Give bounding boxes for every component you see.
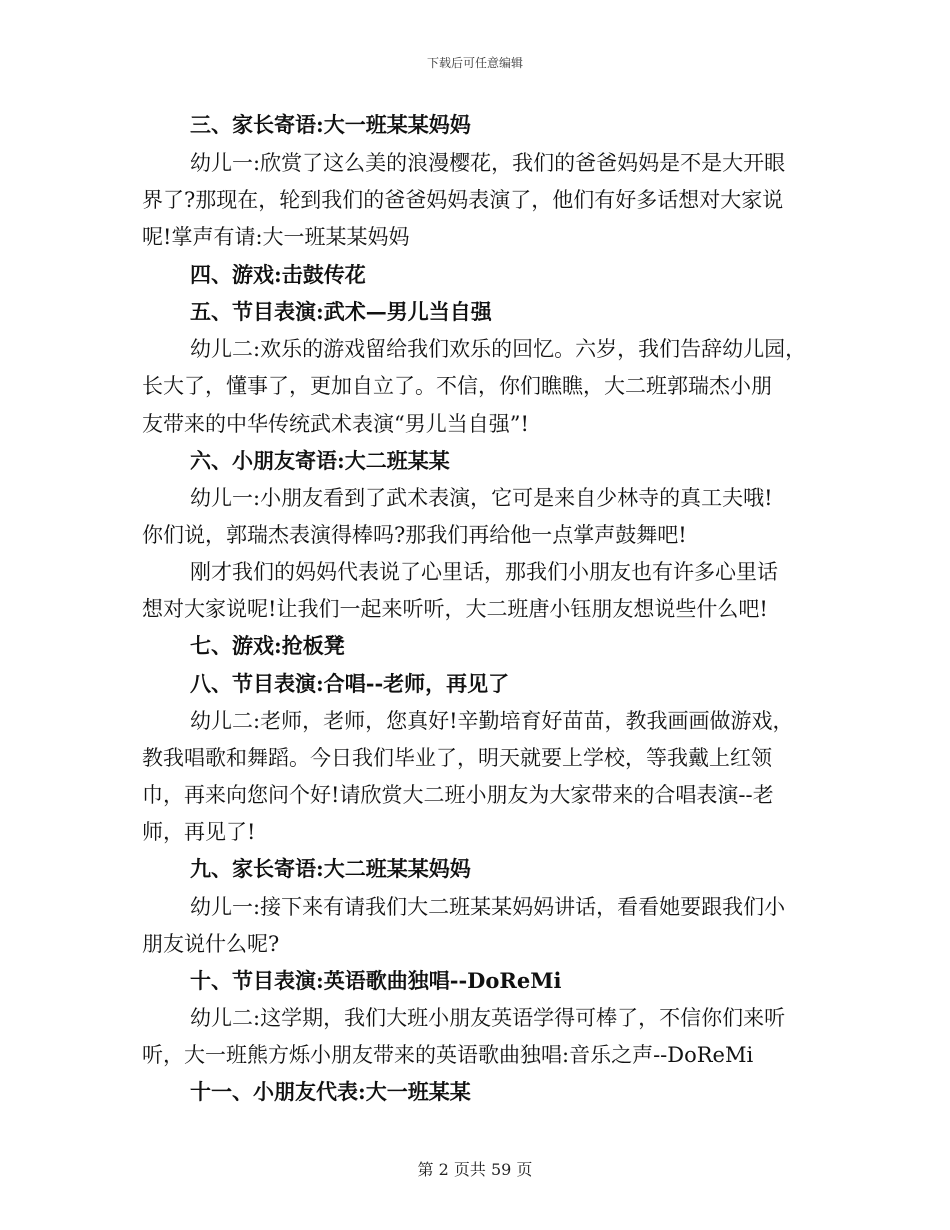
paragraph-line: 幼儿一:小朋友看到了武术表演，它可是来自少林寺的真工夫哦! [190,486,773,510]
section-heading: 五、节目表演:武术—男儿当自强 [190,299,492,324]
paragraph-line: 长大了，懂事了，更加自立了。不信，你们瞧瞧，大二班郭瑞杰小朋 [142,374,772,398]
paragraph-line: 幼儿一:欣赏了这么美的浪漫樱花，我们的爸爸妈妈是不是大开眼 [190,151,786,175]
section-heading: 七、游戏:抢板凳 [190,633,345,658]
paragraph-line: 刚才我们的妈妈代表说了心里话，那我们小朋友也有许多心里话 [190,560,778,584]
paragraph-line: 巾，再来向您问个好!请欣赏大二班小朋友为大家带来的合唱表演--老 [142,783,774,807]
paragraph-line: 友带来的中华传统武术表演“男儿当自强”! [142,412,529,436]
section-heading: 六、小朋友寄语:大二班某某 [190,448,450,473]
paragraph-line: 幼儿二:这学期，我们大班小朋友英语学得可棒了，不信你们来听 [190,1006,786,1030]
section-heading: 三、家长寄语:大一班某某妈妈 [190,112,471,137]
section-heading: 八、节目表演:合唱--老师，再见了 [190,671,510,696]
section-heading: 九、家长寄语:大二班某某妈妈 [190,856,471,881]
paragraph-line: 想对大家说呢!让我们一起来听听，大二班唐小钰朋友想说些什么吧! [142,597,768,621]
page-header: 下载后可任意编辑 [426,56,523,70]
paragraph-line: 你们说，郭瑞杰表演得棒吗?那我们再给他一点掌声鼓舞吧! [142,523,687,547]
paragraph-line: 幼儿二:老师，老师，您真好!辛勤培育好苗苗，教我画画做游戏， [190,709,794,733]
section-heading: 四、游戏:击鼓传花 [190,262,366,287]
page-footer: 第 2 页共 59 页 [417,1160,533,1179]
section-heading: 十一、小朋友代表:大一班某某 [190,1079,471,1104]
section-heading: 十、节目表演:英语歌曲独唱--DoReMi [190,968,562,993]
paragraph-line: 听，大一班熊方烁小朋友带来的英语歌曲独唱:音乐之声--DoReMi [142,1043,754,1067]
paragraph-line: 教我唱歌和舞蹈。今日我们毕业了，明天就要上学校，等我戴上红领 [142,746,772,770]
paragraph-line: 幼儿二:欢乐的游戏留给我们欢乐的回忆。六岁，我们告辞幼儿园， [190,337,807,361]
paragraph-line: 朋友说什么呢? [142,932,280,956]
paragraph-line: 界了?那现在，轮到我们的爸爸妈妈表演了，他们有好多话想对大家说 [142,188,784,212]
paragraph-line: 呢!掌声有请:大一班某某妈妈 [142,225,410,249]
paragraph-line: 师，再见了! [142,820,256,844]
paragraph-line: 幼儿一:接下来有请我们大二班某某妈妈讲话，看看她要跟我们小 [190,895,786,919]
